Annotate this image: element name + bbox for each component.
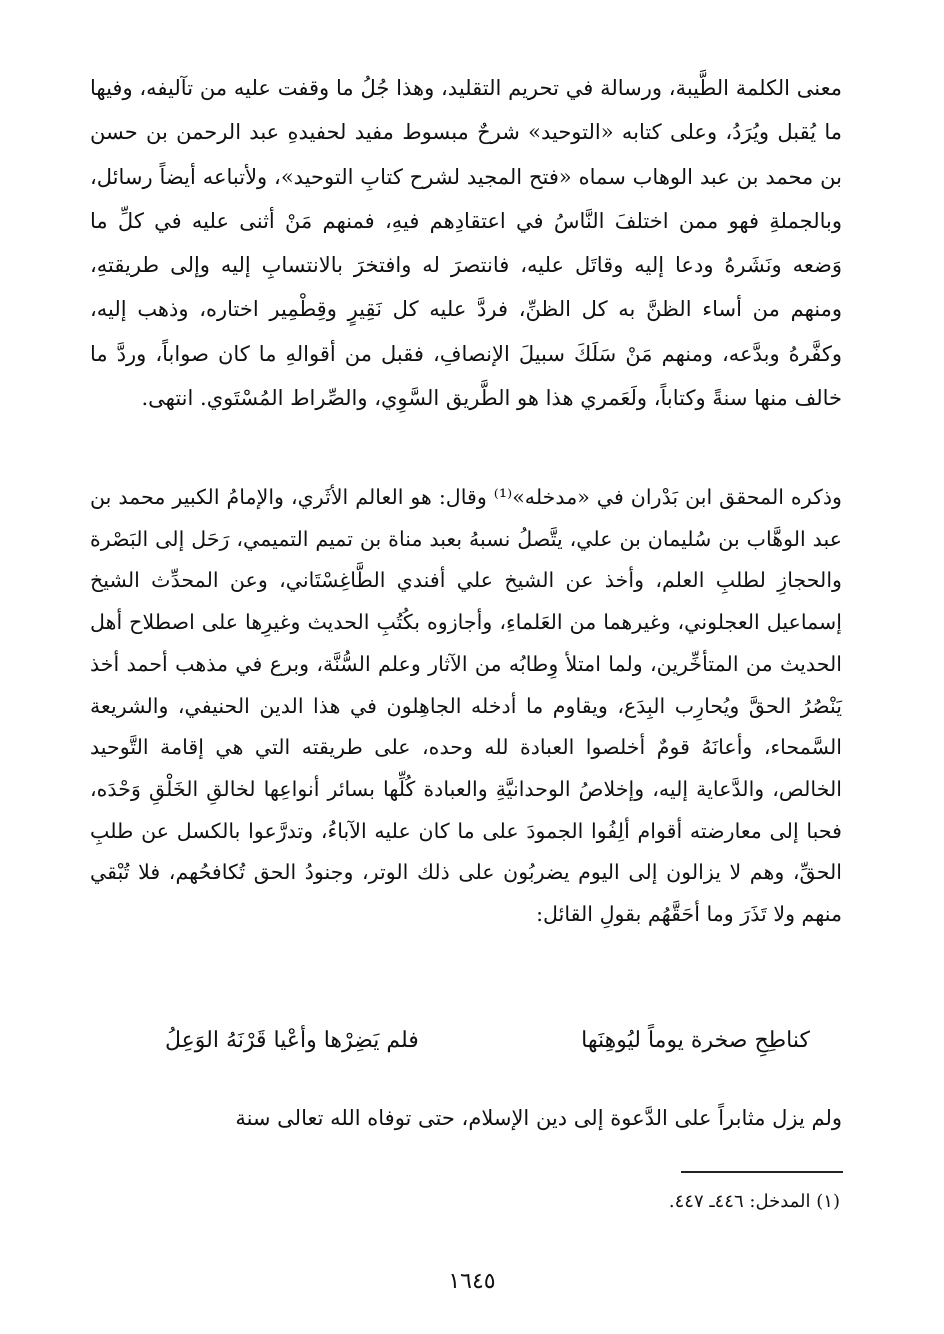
verse-second-hemistich: فلم يَضِرْها وأعْيا قَرْنَهُ الوَعِلُ	[165, 1028, 419, 1053]
body-paragraph-1: معنى الكلمة الطَّيبة، ورسالة في تحريم التقليد، وهذا جُلُ ما وقفت عليه من تآليفه، وفيها ما يُقبل ويُرَدُ، وعلى كتابه «التوحيد» شرحٌ مبسوط مفيد لحفيدهِ عبد الرحمن بن حسن بن محمد بن عبد الوهاب سماه «فتح المجيد لشرح كتابِ التوحيد»، ولأتباعه أيضاً رسائل، وبالجملةِ فهو ممن اختلفَ النَّاسُ في اعتقادِهم فيهِ، فمنهم مَنْ أثنى عليه في كلِّ ما وَضعه ونَشَرهُ ودعا إليه وقاتَل عليه، فانتصرَ له وافتخرَ بالانتسابِ إليه وإلى طريقتهِ، ومنهم من أساء الظنَّ به كل الظنِّ، فردَّ عليه كل نَقِيرٍ وقِطْمِير اختاره، وذهب إليه، وكفَّرهُ وبدَّعه، ومنهم مَنْ سَلَكَ سبيلَ الإنصافِ، فقبل من أقوالهِ ما كان صواباً، وردَّ ما خالف منها سنةً وكتاباً، ولَعَمري هذا هو الطَّريق السَّوِي، والصِّراط المُسْتَوي. انتهى.	[90, 76, 842, 411]
poetry-verse	[90, 1022, 842, 1072]
verse-first-hemistich: كناطِحِ صخرة يوماً ليُوهِنَها	[581, 1028, 810, 1053]
footnote-separator	[681, 1171, 843, 1173]
footnote: (١) المدخل: ٤٤٦ـ ٤٤٧.	[668, 1191, 840, 1212]
body-paragraph-3: ولم يزل مثابراً على الدَّعوة إلى دين الإسلام، حتى توفاه الله تعالى سنة	[235, 1106, 842, 1130]
page-number: ١٦٤٥	[448, 1269, 496, 1294]
body-paragraph-2: وذكره المحقق ابن بَدْران في «مدخله»⁽¹⁾ وقال: هو العالم الأثَري، والإمامُ الكبير محمد بن عبد الوهَّاب بن سُليمان بن علي، يتَّصلُ نسبهُ بعبد مناة بن تميم التميمي، رَحَل إلى البَصْرة والحجازِ لطلبِ العلم، وأخذ عن الشيخ علي أفندي الطَّاغِسْتَاني، وعن المحدِّث الشيخ إسماعيل العجلوني، وغيرهما من العَلماءِ، وأجازوه بكُتُبِ الحديث وغيرِها على اصطلاح أهل الحديث من المتأخِّرين، ولما امتلأ وِطابُه من الآثار وعلم السُّنَّة، وبرع في مذهب أحمد أخذ يَنْصُرُ الحقَّ ويُحارِب البِدَع، ويقاوم ما أدخله الجاهِلون في هذا الدين الحنيفي، والشريعة السَّمحاء، وأعانَهُ قومٌ أخلصوا العبادة لله وحده، على طريقته التي هي إقامة التَّوحيد الخالص، والدَّعاية إليه، وإخلاصُ الوحدانيَّةِ والعبادة كُلِّها بسائر أنواعِها لخالقِ الخَلْقِ وَحْدَه، فحبا إلى معارضته أقوام ألِفُوا الجمودَ على ما كان عليه الآباءُ، وتدرَّعوا بالكسل عن طلبِ الحقِّ، وهم لا يزالون إلى اليوم يضربُون على ذلك الوتر، وجنودُ الحق تُكافحُهم، فلا تُبْقي منهم ولا تَذَرَ وما أحَقَّهُم بقولِ القائل:	[90, 485, 843, 927]
